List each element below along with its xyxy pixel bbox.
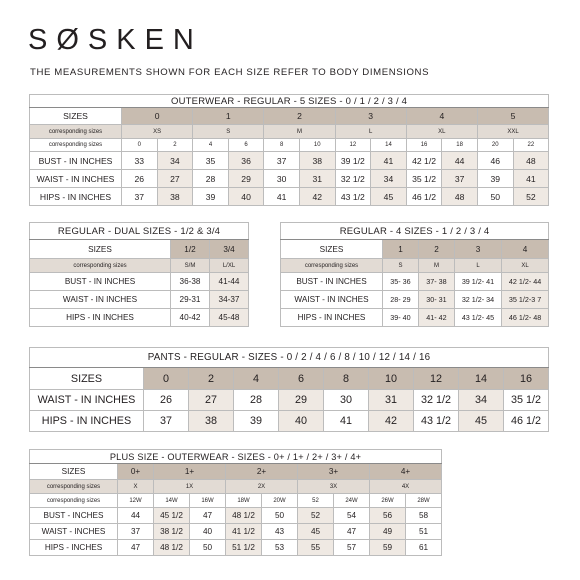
measurement-cell: 40-42 (171, 309, 210, 327)
corresponding-size: L (455, 259, 502, 273)
measurement-cell: 41 (324, 411, 369, 432)
measurement-cell: 30- 31 (419, 291, 455, 309)
measurement-cell: 41 1/2 (226, 524, 262, 540)
size-header: 0+ (118, 464, 154, 480)
corresponding-size: S (383, 259, 419, 273)
corresponding-size: L (335, 125, 406, 139)
size-header: 1/2 (171, 240, 210, 259)
measurement-cell: 39 (234, 411, 279, 432)
corresponding-sizes-label: corresponding sizes (30, 139, 122, 152)
measurement-cell: 52 (298, 508, 334, 524)
size-header: 2 (419, 240, 455, 259)
measurement-cell: 58 (406, 508, 442, 524)
corresponding-sizes-label: corresponding sizes (30, 494, 118, 508)
measurement-cell: 34-37 (210, 291, 249, 309)
measurement-cell: 29 (228, 170, 264, 188)
corresponding-size: XL (502, 259, 549, 273)
measurement-cell: 31 (299, 170, 335, 188)
size-header: 4 (406, 108, 477, 125)
sizes-label: SIZES (281, 240, 383, 259)
measurement-cell: 26 (122, 170, 158, 188)
corresponding-sizes-label: corresponding sizes (30, 480, 118, 494)
measurement-cell: 54 (334, 508, 370, 524)
measurement-cell: 36-38 (171, 273, 210, 291)
measurement-cell: 61 (406, 540, 442, 556)
measurement-cell: 48 (442, 188, 478, 206)
table-title: REGULAR - 4 SIZES - 1 / 2 / 3 / 4 (281, 223, 549, 240)
numeric-size: 0 (122, 139, 158, 152)
row-label: HIPS - IN INCHES (30, 411, 144, 432)
corresponding-sizes-label: corresponding sizes (30, 125, 122, 139)
row-label: BUST - IN INCHES (281, 273, 383, 291)
measurement-cell: 32 1/2 (335, 170, 371, 188)
table-title: OUTERWEAR - REGULAR - 5 SIZES - 0 / 1 / 2 / 3 / 4 (30, 95, 549, 108)
measurement-cell: 35- 36 (383, 273, 419, 291)
numeric-size: 8 (264, 139, 300, 152)
measurement-cell: 45-48 (210, 309, 249, 327)
numeric-size: 10 (299, 139, 335, 152)
numeric-size: 28W (406, 494, 442, 508)
sizes-label: SIZES (30, 240, 171, 259)
numeric-size: 52 (298, 494, 334, 508)
corresponding-size: M (419, 259, 455, 273)
size-header: 4 (502, 240, 549, 259)
size-header: 0 (144, 368, 189, 390)
size-header: 14 (459, 368, 504, 390)
measurement-cell: 40 (228, 188, 264, 206)
measurement-cell: 41- 42 (419, 309, 455, 327)
measurement-cell: 41 (264, 188, 300, 206)
size-header: 2 (189, 368, 234, 390)
row-label: BUST - IN INCHES (30, 273, 171, 291)
size-header: 12 (414, 368, 459, 390)
numeric-size: 2 (157, 139, 193, 152)
measurement-cell: 47 (190, 508, 226, 524)
sizes-label: SIZES (30, 464, 118, 480)
measurement-cell: 50 (190, 540, 226, 556)
measurement-cell: 44 (118, 508, 154, 524)
measurement-cell: 48 1/2 (154, 540, 190, 556)
measurement-cell: 43 1/2- 45 (455, 309, 502, 327)
corresponding-size: 2X (226, 480, 298, 494)
measurement-cell: 43 (262, 524, 298, 540)
measurement-cell: 48 1/2 (226, 508, 262, 524)
numeric-size: 4 (193, 139, 229, 152)
measurement-cell: 36 (228, 152, 264, 170)
outerwear-size-table (29, 94, 549, 206)
measurement-cell: 55 (298, 540, 334, 556)
measurement-cell: 41-44 (210, 273, 249, 291)
measurement-cell: 51 (406, 524, 442, 540)
size-header: 4 (234, 368, 279, 390)
numeric-size: 18W (226, 494, 262, 508)
size-header: 3+ (298, 464, 370, 480)
measurement-cell: 38 (189, 411, 234, 432)
measurement-cell: 26 (144, 390, 189, 411)
measurement-cell: 32 1/2- 34 (455, 291, 502, 309)
measurement-cell: 29 (279, 390, 324, 411)
measurement-cell: 46 1/2- 48 (502, 309, 549, 327)
measurement-cell: 28 (234, 390, 279, 411)
measurement-cell: 37 (122, 188, 158, 206)
pants-size-table (29, 347, 549, 432)
numeric-size: 24W (334, 494, 370, 508)
measurement-cell: 42 (299, 188, 335, 206)
numeric-size: 12 (335, 139, 371, 152)
measurement-cell: 29-31 (171, 291, 210, 309)
table-title: PANTS - REGULAR - SIZES - 0 / 2 / 4 / 6 / 8 / 10 / 12 / 14 / 16 (30, 348, 549, 368)
measurement-cell: 59 (370, 540, 406, 556)
measurement-cell: 50 (477, 188, 513, 206)
corresponding-size: XXL (477, 125, 548, 139)
brand-logo: SØSKEN (28, 24, 203, 56)
plus-size-table (29, 449, 442, 556)
numeric-size: 6 (228, 139, 264, 152)
measurement-cell: 35 (193, 152, 229, 170)
size-header: 2+ (226, 464, 298, 480)
measurement-cell: 41 (513, 170, 549, 188)
measurement-cell: 48 (513, 152, 549, 170)
measurement-cell: 39 (193, 188, 229, 206)
measurement-cell: 38 (299, 152, 335, 170)
row-label: WAIST - IN INCHES (30, 291, 171, 309)
measurement-cell: 43 1/2 (414, 411, 459, 432)
corresponding-size: XL (406, 125, 477, 139)
numeric-size: 20 (477, 139, 513, 152)
numeric-size: 14W (154, 494, 190, 508)
measurement-cell: 52 (513, 188, 549, 206)
size-header: 10 (369, 368, 414, 390)
measurement-cell: 45 1/2 (154, 508, 190, 524)
sizes-label: SIZES (30, 108, 122, 125)
corresponding-size: 4X (370, 480, 442, 494)
corresponding-size: S/M (171, 259, 210, 273)
measurement-cell: 45 (459, 411, 504, 432)
row-label: HIPS - INCHES (30, 540, 118, 556)
row-label: HIPS - IN INCHES (30, 188, 122, 206)
size-header: 16 (504, 368, 549, 390)
measurement-cell: 40 (190, 524, 226, 540)
corresponding-sizes-label: corresponding sizes (30, 259, 171, 273)
measurement-cell: 41 (371, 152, 407, 170)
measurement-cell: 28 (193, 170, 229, 188)
row-label: WAIST - INCHES (30, 524, 118, 540)
corresponding-sizes-label: corresponding sizes (281, 259, 383, 273)
measurement-cell: 30 (264, 170, 300, 188)
measurement-cell: 33 (122, 152, 158, 170)
row-label: WAIST - IN INCHES (30, 170, 122, 188)
corresponding-size: M (264, 125, 335, 139)
measurement-cell: 28- 29 (383, 291, 419, 309)
measurement-cell: 56 (370, 508, 406, 524)
dual-size-table (29, 222, 249, 327)
measurement-cell: 34 (157, 152, 193, 170)
measurement-cell: 42 1/2 (406, 152, 442, 170)
measurement-cell: 37 (442, 170, 478, 188)
corresponding-size: S (193, 125, 264, 139)
measurement-cell: 32 1/2 (414, 390, 459, 411)
measurement-cell: 37 (264, 152, 300, 170)
measurement-cell: 39 1/2- 41 (455, 273, 502, 291)
measurement-cell: 46 (477, 152, 513, 170)
size-header: 3/4 (210, 240, 249, 259)
measurement-cell: 47 (118, 540, 154, 556)
measurement-cell: 46 1/2 (406, 188, 442, 206)
row-label: WAIST - IN INCHES (30, 390, 144, 411)
numeric-size: 16 (406, 139, 442, 152)
size-header: 3 (455, 240, 502, 259)
size-header: 0 (122, 108, 193, 125)
size-header: 1 (383, 240, 419, 259)
measurement-cell: 53 (262, 540, 298, 556)
measurement-cell: 46 1/2 (504, 411, 549, 432)
row-label: BUST - IN INCHES (30, 152, 122, 170)
measurement-cell: 37 (118, 524, 154, 540)
measurement-cell: 35 1/2-3 7 (502, 291, 549, 309)
measurement-cell: 42 1/2- 44 (502, 273, 549, 291)
numeric-size: 22 (513, 139, 549, 152)
size-header: 2 (264, 108, 335, 125)
measurement-cell: 43 1/2 (335, 188, 371, 206)
size-header: 3 (335, 108, 406, 125)
numeric-size: 26W (370, 494, 406, 508)
corresponding-size: 1X (154, 480, 226, 494)
size-header: 1+ (154, 464, 226, 480)
measurement-cell: 39 (477, 170, 513, 188)
measurement-cell: 35 1/2 (504, 390, 549, 411)
row-label: HIPS - IN INCHES (30, 309, 171, 327)
measurement-cell: 37- 38 (419, 273, 455, 291)
measurement-cell: 37 (144, 411, 189, 432)
measurement-cell: 47 (334, 524, 370, 540)
numeric-size: 14 (371, 139, 407, 152)
measurement-cell: 31 (369, 390, 414, 411)
measurement-cell: 34 (371, 170, 407, 188)
measurement-cell: 35 1/2 (406, 170, 442, 188)
measurement-cell: 40 (279, 411, 324, 432)
regular-4-size-table (280, 222, 549, 327)
measurement-cell: 39- 40 (383, 309, 419, 327)
size-header: 8 (324, 368, 369, 390)
numeric-size: 20W (262, 494, 298, 508)
measurement-cell: 45 (298, 524, 334, 540)
size-header: 4+ (370, 464, 442, 480)
measurement-cell: 34 (459, 390, 504, 411)
measurement-cell: 49 (370, 524, 406, 540)
measurement-cell: 27 (157, 170, 193, 188)
measurement-cell: 45 (371, 188, 407, 206)
size-header: 1 (193, 108, 264, 125)
measurement-cell: 30 (324, 390, 369, 411)
row-label: HIPS - IN INCHES (281, 309, 383, 327)
measurement-cell: 38 (157, 188, 193, 206)
numeric-size: 16W (190, 494, 226, 508)
measurement-cell: 38 1/2 (154, 524, 190, 540)
size-header: 5 (477, 108, 548, 125)
measurement-cell: 39 1/2 (335, 152, 371, 170)
measurement-cell: 27 (189, 390, 234, 411)
measurement-cell: 57 (334, 540, 370, 556)
corresponding-size: L/XL (210, 259, 249, 273)
size-header: 6 (279, 368, 324, 390)
measurement-cell: 42 (369, 411, 414, 432)
row-label: BUST - INCHES (30, 508, 118, 524)
corresponding-size: XS (122, 125, 193, 139)
measurement-cell: 51 1/2 (226, 540, 262, 556)
numeric-size: 12W (118, 494, 154, 508)
numeric-size: 18 (442, 139, 478, 152)
page-subtitle: THE MEASUREMENTS SHOWN FOR EACH SIZE REFER TO BODY DIMENSIONS (30, 67, 430, 78)
table-title: PLUS SIZE - OUTERWEAR - SIZES - 0+ / 1+ / 2+ / 3+ / 4+ (30, 450, 442, 464)
measurement-cell: 44 (442, 152, 478, 170)
row-label: WAIST - IN INCHES (281, 291, 383, 309)
corresponding-size: 3X (298, 480, 370, 494)
table-title: REGULAR - DUAL SIZES - 1/2 & 3/4 (30, 223, 249, 240)
sizes-label: SIZES (30, 368, 144, 390)
measurement-cell: 50 (262, 508, 298, 524)
corresponding-size: X (118, 480, 154, 494)
